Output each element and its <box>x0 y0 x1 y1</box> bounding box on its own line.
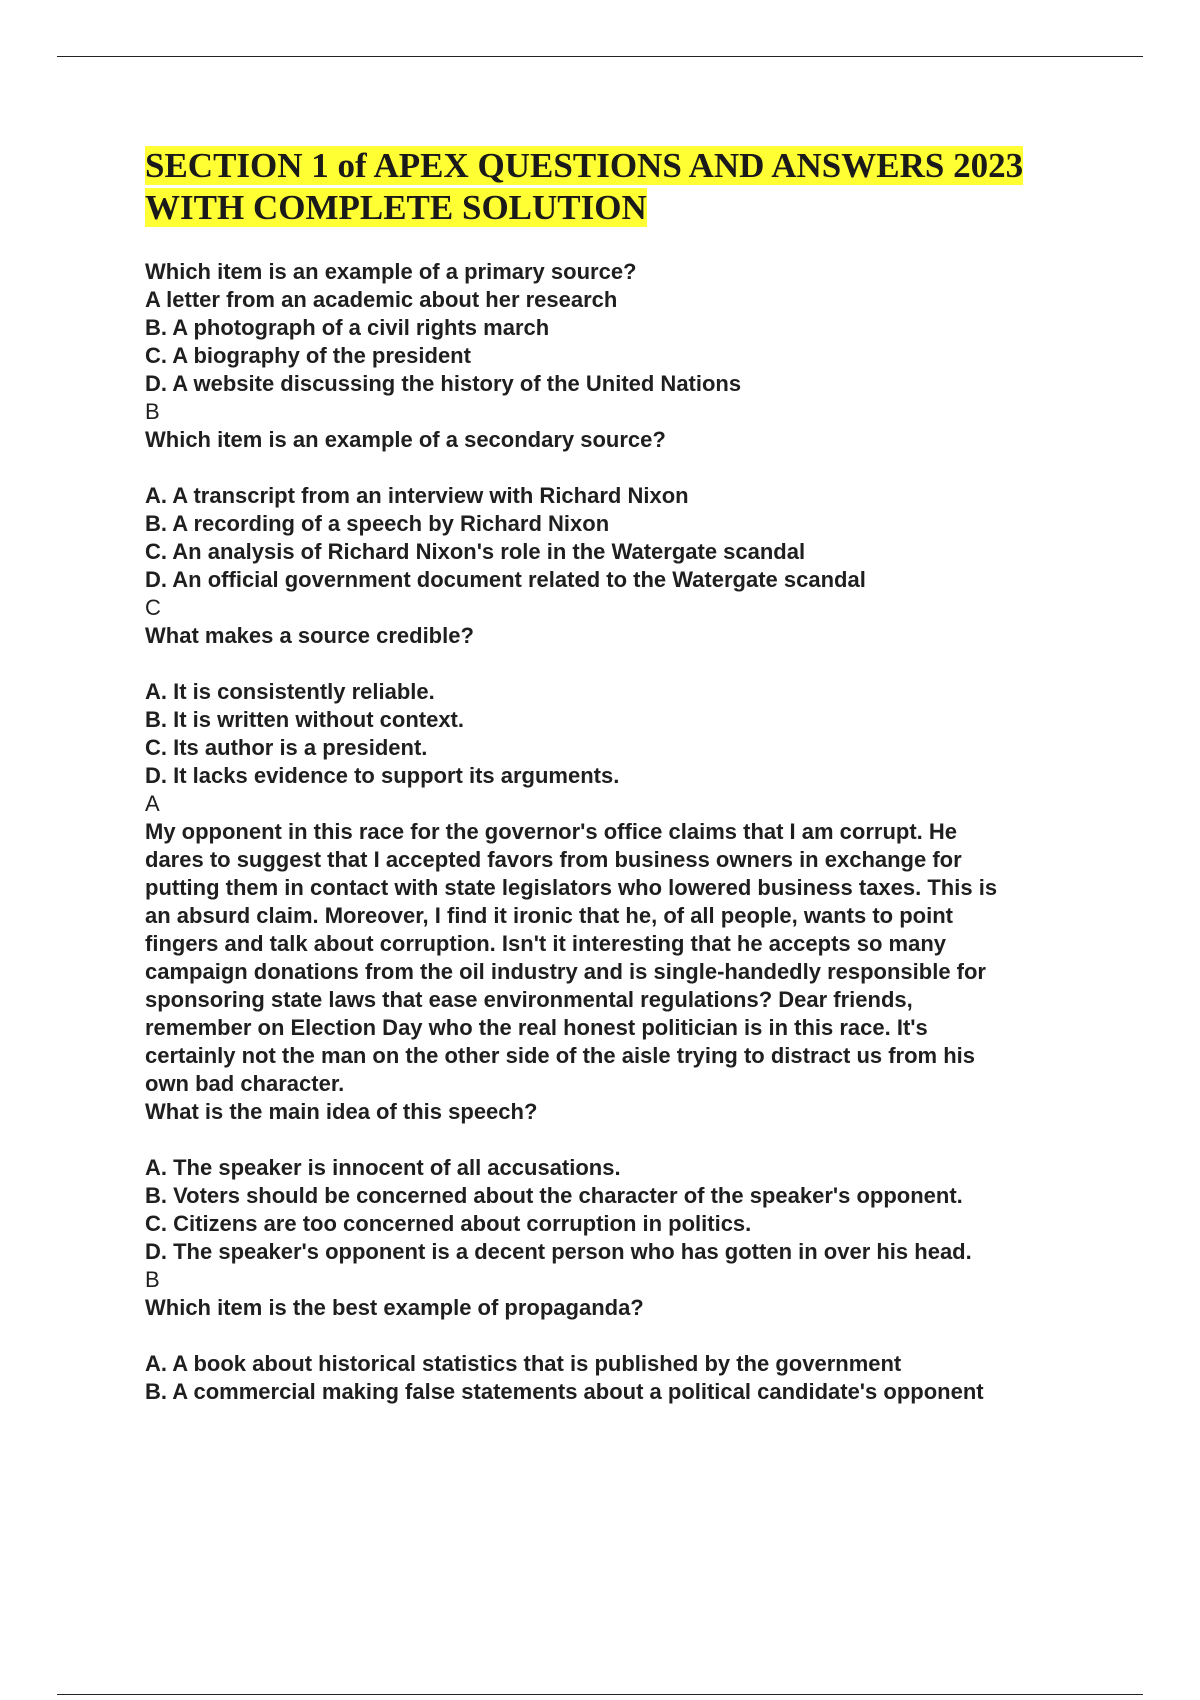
footer-rule <box>57 1694 1143 1695</box>
document-title <box>145 145 1105 229</box>
question-4-option-c: C. Citizens are too concerned about corruption in politics. <box>145 1211 752 1236</box>
question-4-passage-line: putting them in contact with state legislators who lowered business taxes. This is <box>145 875 998 900</box>
spacer <box>145 1322 1105 1350</box>
question-4-text: What is the main idea of this speech? <box>145 1099 538 1124</box>
question-2-option-c: C. An analysis of Richard Nixon's role in the Watergate scandal <box>145 539 806 564</box>
question-4-passage-line: remember on Election Day who the real honest politician is in this race. It's <box>145 1015 928 1040</box>
spacer <box>145 454 1105 482</box>
question-4-option-b: B. Voters should be concerned about the character of the speaker's opponent. <box>145 1183 963 1208</box>
question-3-text: What makes a source credible? <box>145 623 474 648</box>
question-1-text: Which item is an example of a primary source? <box>145 259 637 284</box>
question-2-option-a: A. A transcript from an interview with Richard Nixon <box>145 483 689 508</box>
question-4-passage-line: own bad character. <box>145 1071 345 1096</box>
question-2-text: Which item is an example of a secondary source? <box>145 427 666 452</box>
question-5-option-b: B. A commercial making false statements about a political candidate's opponent <box>145 1379 984 1404</box>
question-3-option-b: B. It is written without context. <box>145 707 464 732</box>
question-1-option-c: C. A biography of the president <box>145 343 471 368</box>
question-4-passage-line: My opponent in this race for the governor's office claims that I am corrupt. He <box>145 819 958 844</box>
question-2-answer: C <box>145 595 161 620</box>
spacer <box>145 650 1105 678</box>
question-4-option-a: A. The speaker is innocent of all accusations. <box>145 1155 621 1180</box>
document-body <box>145 258 1105 1406</box>
question-4-passage-line: campaign donations from the oil industry and is single-handedly responsible for <box>145 959 986 984</box>
question-4-option-d: D. The speaker's opponent is a decent person who has gotten in over his head. <box>145 1239 972 1264</box>
question-4-answer: B <box>145 1267 160 1292</box>
title-line-2: WITH COMPLETE SOLUTION <box>145 188 647 227</box>
question-3-answer: A <box>145 791 160 816</box>
question-4-passage-line: dares to suggest that I accepted favors from business owners in exchange for <box>145 847 962 872</box>
question-1-option-d: D. A website discussing the history of the United Nations <box>145 371 742 396</box>
question-2-option-b: B. A recording of a speech by Richard Nixon <box>145 511 610 536</box>
title-line-1: SECTION 1 of APEX QUESTIONS AND ANSWERS 2023 <box>145 146 1024 185</box>
question-2-option-d: D. An official government document related to the Watergate scandal <box>145 567 866 592</box>
header-rule <box>57 56 1143 57</box>
question-4-passage-line: sponsoring state laws that ease environmental regulations? Dear friends, <box>145 987 913 1012</box>
spacer <box>145 1126 1105 1154</box>
question-5-text: Which item is the best example of propaganda? <box>145 1295 644 1320</box>
question-4-passage-line: certainly not the man on the other side of the aisle trying to distract us from his <box>145 1043 976 1068</box>
question-4-passage-line: an absurd claim. Moreover, I find it ironic that he, of all people, wants to point <box>145 903 953 928</box>
question-3-option-d: D. It lacks evidence to support its arguments. <box>145 763 620 788</box>
question-1-option-a: A letter from an academic about her research <box>145 287 618 312</box>
question-3-option-c: C. Its author is a president. <box>145 735 428 760</box>
question-5-option-a: A. A book about historical statistics that is published by the government <box>145 1351 902 1376</box>
question-4-passage-line: fingers and talk about corruption. Isn't it interesting that he accepts so many <box>145 931 947 956</box>
question-1-option-b: B. A photograph of a civil rights march <box>145 315 550 340</box>
question-3-option-a: A. It is consistently reliable. <box>145 679 435 704</box>
question-1-answer: B <box>145 399 160 424</box>
